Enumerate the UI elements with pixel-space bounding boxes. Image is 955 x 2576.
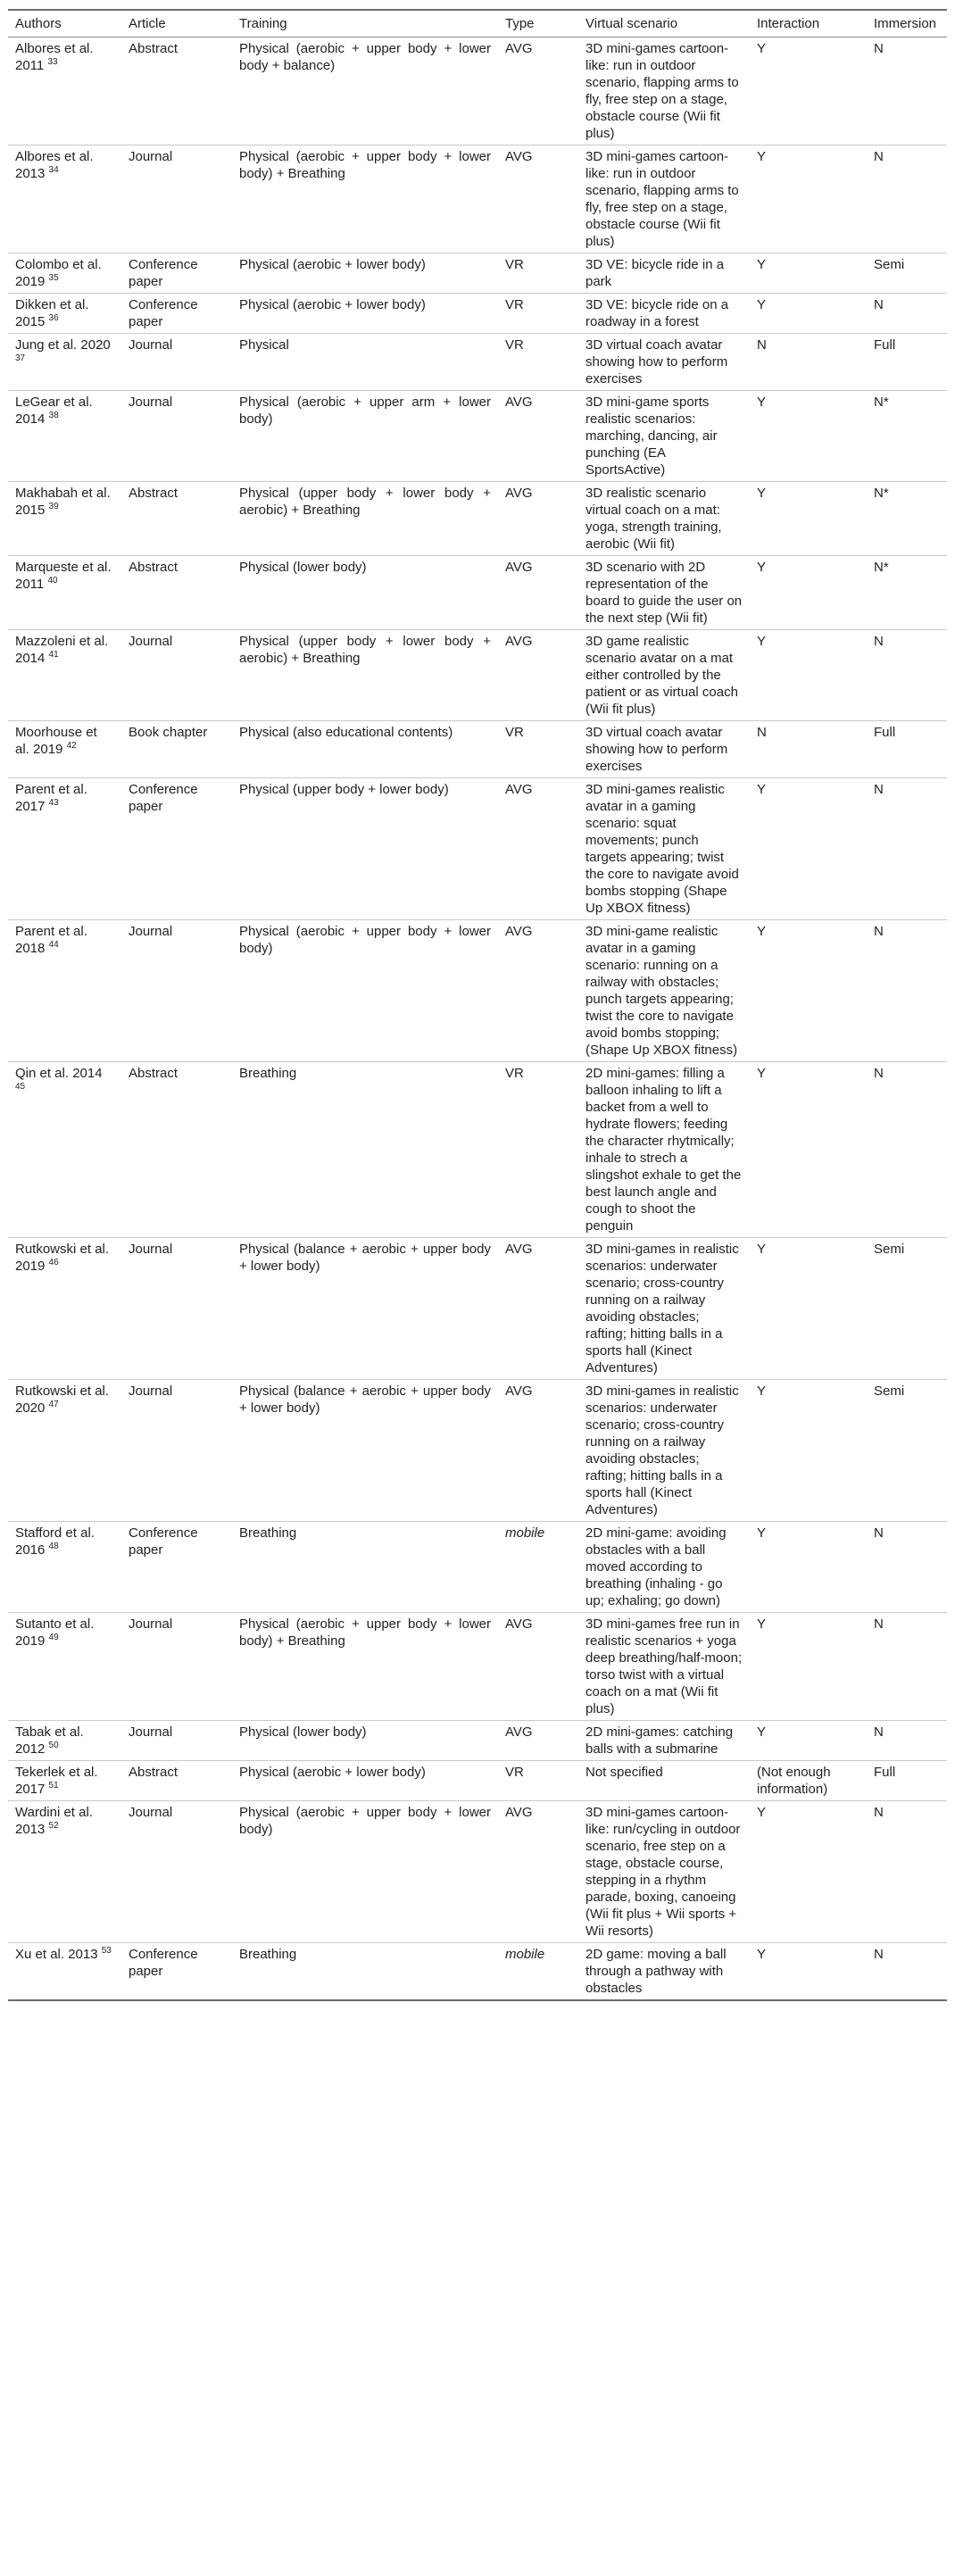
cell-immersion: N <box>874 1724 884 1740</box>
cell-type: AVG <box>505 634 533 649</box>
cell-article: Abstract <box>129 1765 179 1780</box>
cell-immersion: N* <box>874 560 889 575</box>
author-name: Qin et al. 2014 <box>15 1066 103 1081</box>
table-row <box>8 1380 947 1522</box>
cell-interaction: Y <box>757 257 767 272</box>
cell-training: Physical (aerobic + upper body + lower body) <box>239 1805 491 1837</box>
cell-authors <box>8 1522 121 1613</box>
cell-authors <box>8 1238 121 1380</box>
cell-article: Journal <box>129 1616 173 1632</box>
header-authors: Authors <box>15 16 62 31</box>
header-training: Training <box>239 16 287 31</box>
cell-immersion: Semi <box>874 1384 905 1399</box>
cell-immersion: N <box>874 149 884 164</box>
header-virtual-scenario: Virtual scenario <box>585 16 678 31</box>
cell-virtual-scenario: 3D mini-games cartoon-like: run in outdoor scenario, flapping arms to fly, free step on a stage, obstacle course (Wii fit plus) <box>585 41 739 141</box>
cell-training: Physical (balance + aerobic + upper body + lower body) <box>239 1242 491 1274</box>
header-article: Article <box>129 16 166 31</box>
table-row <box>8 1721 947 1761</box>
author-name: Parent et al. 2018 <box>15 924 87 956</box>
cell-training: Physical (also educational contents) <box>239 725 453 740</box>
reference-number: 39 <box>48 502 59 511</box>
author-name: Xu et al. 2013 <box>15 1947 98 1962</box>
cell-training: Physical (aerobic + lower body) <box>239 257 426 272</box>
cell-authors <box>8 556 121 630</box>
table-row <box>8 1613 947 1721</box>
table-row <box>8 1062 947 1238</box>
table-row <box>8 145 947 253</box>
cell-training: Breathing <box>239 1525 297 1541</box>
reference-number: 38 <box>48 411 59 420</box>
cell-immersion: N <box>874 1525 884 1541</box>
cell-immersion: Full <box>874 1765 896 1780</box>
cell-type: AVG <box>505 395 533 410</box>
cell-article: Abstract <box>129 1066 179 1081</box>
cell-article: Journal <box>129 149 173 164</box>
table-body <box>8 37 947 2001</box>
cell-training: Physical (aerobic + lower body) <box>239 297 426 312</box>
author-name: Dikken et al. 2015 <box>15 297 89 329</box>
cell-authors <box>8 294 121 334</box>
cell-virtual-scenario: 3D VE: bicycle ride in a park <box>585 257 725 289</box>
author-name: Stafford et al. 2016 <box>15 1525 95 1558</box>
cell-virtual-scenario: 3D mini-games cartoon-like: run in outdoor scenario, flapping arms to fly, free step on a stage, obstacle course (Wii fit plus) <box>585 149 739 249</box>
cell-interaction: Y <box>757 782 767 797</box>
cell-type: VR <box>505 725 524 740</box>
table-row <box>8 294 947 334</box>
reference-number: 45 <box>15 1082 26 1092</box>
author-name: Sutanto et al. 2019 <box>15 1616 95 1649</box>
cell-type: AVG <box>505 782 533 797</box>
cell-authors <box>8 145 121 253</box>
cell-immersion: N <box>874 924 884 939</box>
cell-authors <box>8 778 121 920</box>
cell-training: Physical (upper body + lower body) <box>239 782 449 797</box>
table-row <box>8 556 947 630</box>
cell-type: AVG <box>505 1384 533 1399</box>
cell-authors <box>8 1761 121 1801</box>
cell-interaction: Y <box>757 1947 767 1962</box>
author-name: Parent et al. 2017 <box>15 782 87 814</box>
author-name: Rutkowski et al. 2019 <box>15 1242 110 1274</box>
cell-authors <box>8 721 121 778</box>
cell-authors <box>8 391 121 482</box>
cell-type: mobile <box>505 1947 545 1962</box>
cell-interaction: (Not enough information) <box>757 1765 831 1797</box>
author-name: Mazzoleni et al. 2014 <box>15 634 109 666</box>
cell-training: Physical (aerobic + lower body) <box>239 1765 426 1780</box>
cell-immersion: N* <box>874 395 889 410</box>
cell-virtual-scenario: 3D VE: bicycle ride on a roadway in a forest <box>585 297 729 329</box>
cell-training: Physical (aerobic + upper body + lower body) + Breathing <box>239 1616 491 1649</box>
cell-authors <box>8 1380 121 1522</box>
table-row <box>8 1238 947 1380</box>
cell-immersion: N <box>874 41 884 56</box>
cell-virtual-scenario: 2D mini-games: filling a balloon inhaling to lift a backet from a well to hydrate flowers; feeding the character rhytmically; inhale to strech a slingshot exhale to get the best launch angle and cough to shoot the penguin <box>585 1066 742 1234</box>
header-interaction: Interaction <box>757 16 820 31</box>
reference-number: 34 <box>48 165 59 175</box>
reference-number: 37 <box>15 353 26 363</box>
cell-type: VR <box>505 337 524 353</box>
header-type: Type <box>505 16 535 31</box>
author-name: Marqueste et al. 2011 <box>15 560 112 592</box>
table-row <box>8 630 947 721</box>
cell-immersion: Full <box>874 725 896 740</box>
cell-type: VR <box>505 297 524 312</box>
table-row <box>8 1522 947 1613</box>
cell-virtual-scenario: 2D game: moving a ball through a pathway with obstacles <box>585 1947 727 1996</box>
cell-article: Book chapter <box>129 725 208 740</box>
reference-number: 47 <box>48 1400 59 1409</box>
reference-number: 36 <box>48 313 59 323</box>
cell-interaction: Y <box>757 1066 767 1081</box>
cell-training: Physical (aerobic + upper arm + lower body) <box>239 395 491 427</box>
table-row <box>8 1801 947 1943</box>
cell-interaction: Y <box>757 297 767 312</box>
cell-authors <box>8 482 121 556</box>
reference-number: 48 <box>48 1541 59 1551</box>
cell-type: AVG <box>505 560 533 575</box>
cell-authors <box>8 37 121 145</box>
studies-table <box>8 9 947 2001</box>
cell-article: Conference paper <box>129 257 198 289</box>
cell-interaction: N <box>757 725 767 740</box>
cell-authors <box>8 1613 121 1721</box>
reference-number: 50 <box>48 1741 59 1750</box>
cell-training: Physical (aerobic + upper body + lower body) + Breathing <box>239 149 491 181</box>
cell-article: Journal <box>129 337 173 353</box>
cell-virtual-scenario: 3D mini-games cartoon-like: run/cycling in outdoor scenario, free step on a stage, obstacle course, stepping in a rhythm parade, boxing, canoeing (Wii fit plus + Wii sports + Wii resorts) <box>585 1805 741 1939</box>
header-immersion: Immersion <box>874 16 937 31</box>
cell-article: Journal <box>129 634 173 649</box>
reference-number: 33 <box>47 57 58 67</box>
cell-training: Physical (balance + aerobic + upper body + lower body) <box>239 1384 491 1416</box>
cell-authors <box>8 334 121 391</box>
cell-article: Journal <box>129 1242 173 1257</box>
cell-immersion: N <box>874 1066 884 1081</box>
cell-virtual-scenario: 3D mini-game sports realistic scenarios: marching, dancing, air punching (EA SportsActive) <box>585 395 718 478</box>
cell-interaction: Y <box>757 41 767 56</box>
author-name: Albores et al. 2013 <box>15 149 94 181</box>
cell-immersion: Semi <box>874 257 905 272</box>
cell-immersion: Semi <box>874 1242 905 1257</box>
cell-training: Breathing <box>239 1947 297 1962</box>
cell-interaction: Y <box>757 1525 767 1541</box>
cell-immersion: N <box>874 1805 884 1820</box>
cell-training: Physical (lower body) <box>239 560 367 575</box>
cell-virtual-scenario: 2D mini-games: catching balls with a submarine <box>585 1724 734 1757</box>
cell-virtual-scenario: 3D mini-games free run in realistic scenarios + yoga deep breathing/half-moon; torso twist with a virtual coach on a mat (Wii fit plus) <box>585 1616 743 1716</box>
cell-article: Abstract <box>129 560 179 575</box>
cell-training: Physical (aerobic + upper body + lower body + balance) <box>239 41 491 73</box>
cell-training: Physical (aerobic + upper body + lower body) <box>239 924 491 956</box>
table-row <box>8 1761 947 1801</box>
cell-authors <box>8 920 121 1062</box>
cell-immersion: N <box>874 1947 884 1962</box>
cell-article: Journal <box>129 395 173 410</box>
reference-number: 42 <box>66 741 77 751</box>
cell-type: VR <box>505 257 524 272</box>
cell-training: Physical <box>239 337 289 353</box>
author-name: Rutkowski et al. 2020 <box>15 1384 110 1416</box>
cell-virtual-scenario: 3D mini-game realistic avatar in a gaming scenario: running on a railway with obstacles; punch targets appearing; twist the core to navigate avoid bombs stopping; (Shape Up XBOX fitness) <box>585 924 738 1058</box>
cell-interaction: Y <box>757 1724 767 1740</box>
cell-training: Physical (upper body + lower body + aerobic) + Breathing <box>239 486 491 518</box>
cell-authors <box>8 1721 121 1761</box>
author-name: Tekerlek et al. 2017 <box>15 1765 98 1797</box>
author-name: Makhabah et al. 2015 <box>15 486 111 518</box>
table-row <box>8 721 947 778</box>
author-name: Tabak et al. 2012 <box>15 1724 84 1757</box>
reference-number: 51 <box>48 1781 59 1791</box>
cell-type: VR <box>505 1066 524 1081</box>
cell-immersion: N <box>874 1616 884 1632</box>
author-name: LeGear et al. 2014 <box>15 395 93 427</box>
cell-interaction: Y <box>757 395 767 410</box>
cell-immersion: N <box>874 297 884 312</box>
cell-immersion: N* <box>874 486 889 501</box>
reference-number: 46 <box>48 1258 59 1267</box>
table-row <box>8 482 947 556</box>
cell-virtual-scenario: Not specified <box>585 1765 663 1780</box>
cell-interaction: Y <box>757 486 767 501</box>
reference-number: 40 <box>47 576 58 586</box>
cell-article: Abstract <box>129 486 179 501</box>
cell-interaction: Y <box>757 634 767 649</box>
cell-interaction: Y <box>757 1616 767 1632</box>
cell-virtual-scenario: 3D scenario with 2D representation of the board to guide the user on the next step (Wii fit) <box>585 560 743 626</box>
cell-virtual-scenario: 3D virtual coach avatar showing how to perform exercises <box>585 337 728 386</box>
cell-type: AVG <box>505 1805 533 1820</box>
cell-authors <box>8 1062 121 1238</box>
author-name: Colombo et al. 2019 <box>15 257 102 289</box>
cell-interaction: Y <box>757 149 767 164</box>
cell-virtual-scenario: 3D mini-games in realistic scenarios: underwater scenario; cross-country running on a railway avoiding obstacles; rafting; hitting balls in a sports hall (Kinect Adventures) <box>585 1242 739 1375</box>
cell-authors <box>8 1943 121 2001</box>
reference-number: 49 <box>48 1633 59 1642</box>
cell-virtual-scenario: 2D mini-game: avoiding obstacles with a ball moved according to breathing (inhaling - go up; exhaling; go down) <box>585 1525 727 1608</box>
author-name: Moorhouse et al. 2019 <box>15 725 97 757</box>
cell-type: AVG <box>505 1242 533 1257</box>
cell-interaction: Y <box>757 1242 767 1257</box>
cell-authors <box>8 253 121 294</box>
cell-interaction: Y <box>757 560 767 575</box>
cell-type: AVG <box>505 1616 533 1632</box>
cell-immersion: N <box>874 634 884 649</box>
cell-virtual-scenario: 3D realistic scenario virtual coach on a mat: yoga, strength training, aerobic (Wii fit) <box>585 486 722 552</box>
cell-article: Abstract <box>129 41 179 56</box>
table-row <box>8 778 947 920</box>
cell-type: AVG <box>505 149 533 164</box>
cell-type: mobile <box>505 1525 545 1541</box>
reference-number: 52 <box>48 1821 59 1831</box>
table-row <box>8 334 947 391</box>
author-name: Wardini et al. 2013 <box>15 1805 93 1837</box>
cell-article: Journal <box>129 1384 173 1399</box>
cell-training: Physical (lower body) <box>239 1724 367 1740</box>
cell-authors <box>8 1801 121 1943</box>
cell-virtual-scenario: 3D virtual coach avatar showing how to perform exercises <box>585 725 728 774</box>
cell-authors <box>8 630 121 721</box>
reference-number: 35 <box>48 273 59 283</box>
table-row <box>8 391 947 482</box>
cell-virtual-scenario: 3D mini-games realistic avatar in a gaming scenario: squat movements; punch targets appearing; twist the core to navigate avoid bombs stopping (Shape Up XBOX fitness) <box>585 782 739 916</box>
cell-virtual-scenario: 3D game realistic scenario avatar on a mat either controlled by the patient or as virtual coach (Wii fit plus) <box>585 634 738 717</box>
table-row <box>8 253 947 294</box>
cell-training: Breathing <box>239 1066 297 1081</box>
cell-virtual-scenario: 3D mini-games in realistic scenarios: underwater scenario; cross-country running on a railway avoiding obstacles; rafting; hitting balls in a sports hall (Kinect Adventures) <box>585 1384 739 1517</box>
author-name: Jung et al. 2020 <box>15 337 111 353</box>
table-header-row <box>8 10 947 37</box>
cell-interaction: N <box>757 337 767 353</box>
cell-article: Journal <box>129 1805 173 1820</box>
reference-number: 53 <box>101 1946 112 1956</box>
cell-interaction: Y <box>757 1805 767 1820</box>
cell-type: AVG <box>505 41 533 56</box>
table-row <box>8 37 947 145</box>
author-name: Albores et al. 2011 <box>15 41 94 73</box>
reference-number: 44 <box>48 940 59 950</box>
cell-type: VR <box>505 1765 524 1780</box>
cell-article: Journal <box>129 924 173 939</box>
cell-interaction: Y <box>757 1384 767 1399</box>
cell-article: Journal <box>129 1724 173 1740</box>
cell-article: Conference paper <box>129 297 198 329</box>
cell-interaction: Y <box>757 924 767 939</box>
cell-immersion: N <box>874 782 884 797</box>
cell-article: Conference paper <box>129 1525 198 1558</box>
table-row <box>8 1943 947 2001</box>
cell-training: Physical (upper body + lower body + aerobic) + Breathing <box>239 634 491 666</box>
cell-immersion: Full <box>874 337 896 353</box>
reference-number: 43 <box>48 798 59 808</box>
cell-article: Conference paper <box>129 782 198 814</box>
cell-type: AVG <box>505 1724 533 1740</box>
cell-type: AVG <box>505 924 533 939</box>
cell-type: AVG <box>505 486 533 501</box>
table-row <box>8 920 947 1062</box>
reference-number: 41 <box>48 650 59 660</box>
cell-article: Conference paper <box>129 1947 198 1979</box>
